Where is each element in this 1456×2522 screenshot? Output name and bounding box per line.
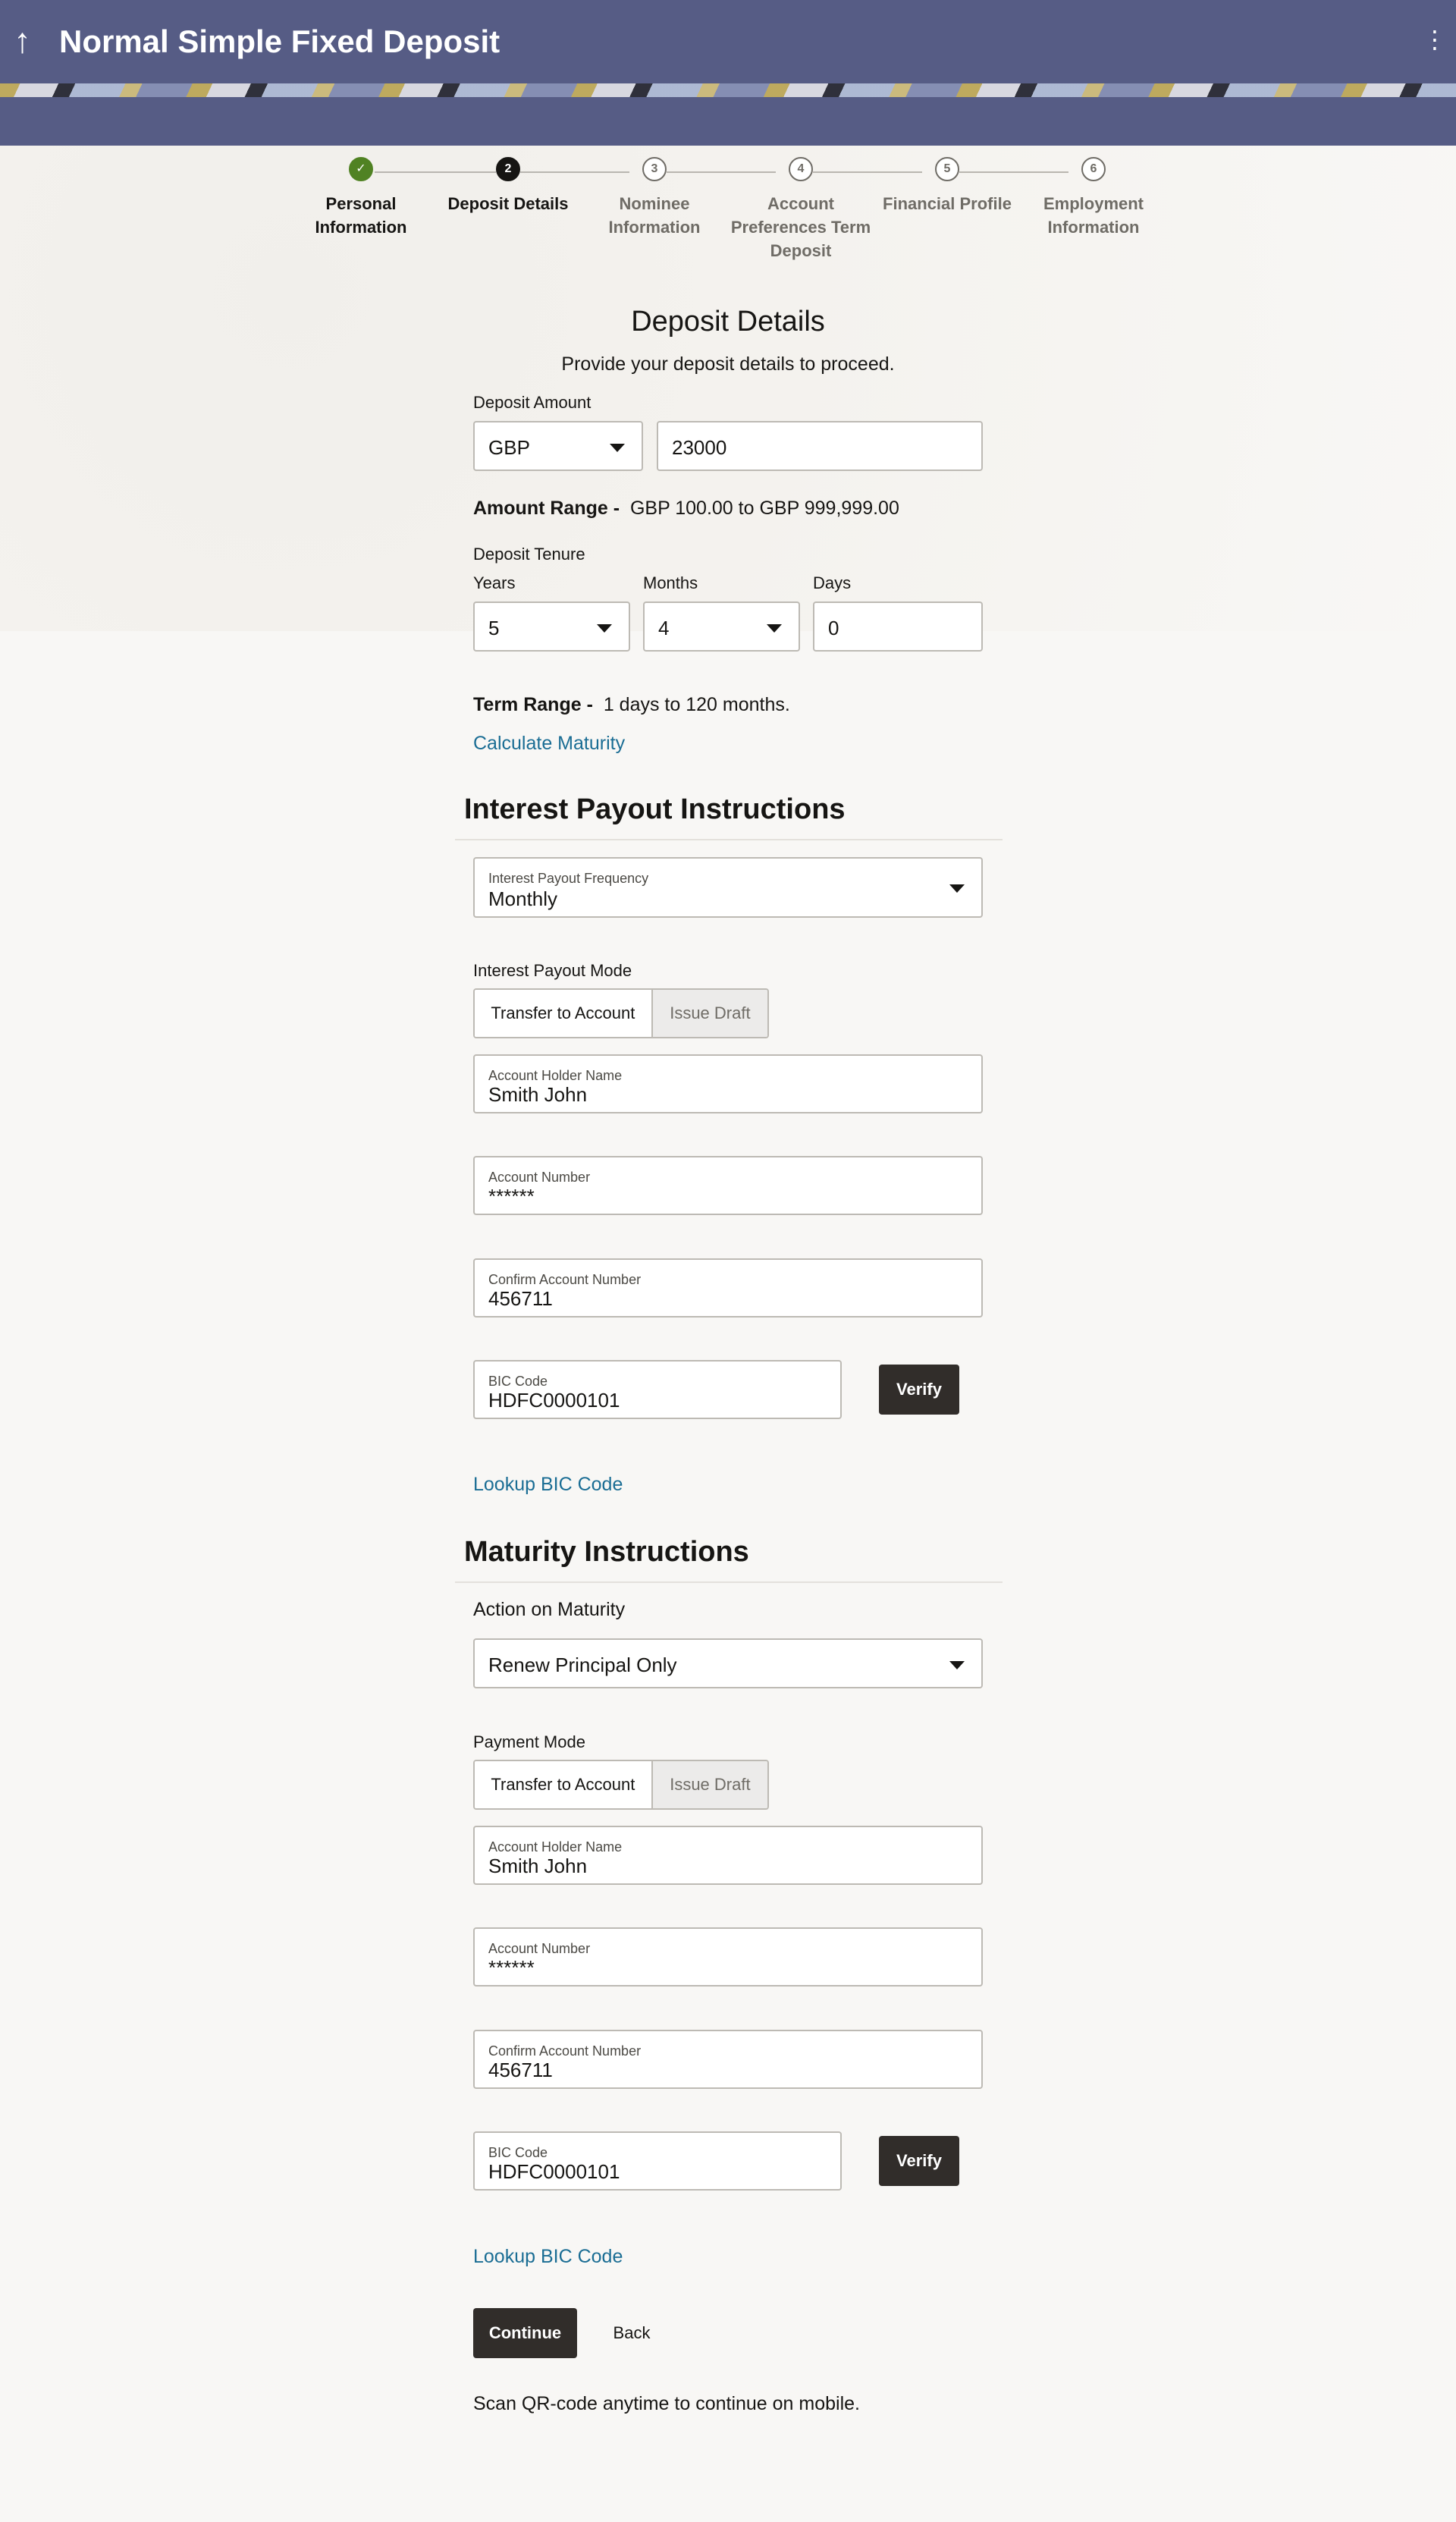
back-button[interactable]: Back bbox=[613, 2323, 651, 2342]
issue-draft-option[interactable]: Issue Draft bbox=[653, 990, 767, 1037]
months-label: Months bbox=[643, 573, 698, 592]
calculate-maturity-link[interactable]: Calculate Maturity bbox=[473, 733, 626, 754]
years-value: 5 bbox=[488, 617, 500, 639]
header-decorative-pattern bbox=[0, 83, 1456, 97]
field-value: 456711 bbox=[488, 2059, 553, 2081]
chevron-down-icon bbox=[610, 444, 625, 452]
transfer-to-account-option[interactable]: Transfer to Account bbox=[475, 990, 653, 1037]
action-on-maturity-select[interactable] bbox=[473, 1638, 983, 1688]
check-icon: ✓ bbox=[349, 157, 373, 181]
action-on-maturity-label: Action on Maturity bbox=[473, 1599, 626, 1620]
issue-draft-option[interactable]: Issue Draft bbox=[653, 1761, 767, 1808]
field-label: BIC Code bbox=[488, 1374, 548, 1389]
step-financial-profile[interactable] bbox=[871, 157, 1023, 215]
field-value: ****** bbox=[488, 1185, 535, 1208]
maturity-holder-name-field[interactable] bbox=[473, 1826, 983, 1885]
step-account-preferences[interactable] bbox=[725, 157, 877, 262]
header-title-row bbox=[0, 0, 1456, 83]
amount-value: 23000 bbox=[672, 436, 727, 459]
deposit-tenure-label: Deposit Tenure bbox=[473, 545, 585, 564]
amount-range bbox=[473, 498, 899, 520]
interest-mode-label: Interest Payout Mode bbox=[473, 961, 632, 980]
step-label: Account Preferences Term Deposit bbox=[730, 194, 871, 260]
payment-mode-label: Payment Mode bbox=[473, 1732, 585, 1751]
maturity-confirm-account-field[interactable] bbox=[473, 2030, 983, 2089]
chevron-down-icon bbox=[949, 1661, 965, 1669]
section-divider bbox=[455, 1581, 1003, 1583]
field-label: Account Holder Name bbox=[488, 1839, 623, 1855]
field-label: Account Number bbox=[488, 1170, 591, 1185]
field-value: Smith John bbox=[488, 1083, 588, 1106]
back-arrow-icon[interactable]: ↑ bbox=[14, 20, 31, 60]
maturity-verify-button[interactable]: Verify bbox=[879, 2136, 959, 2186]
step-nominee-information[interactable] bbox=[579, 157, 730, 239]
days-label: Days bbox=[813, 573, 852, 592]
step-label: Employment Information bbox=[1043, 194, 1144, 237]
interest-payout-heading: Interest Payout Instructions bbox=[464, 793, 846, 825]
field-label: Account Number bbox=[488, 1941, 591, 1956]
deposit-amount-label: Deposit Amount bbox=[473, 393, 592, 412]
months-value: 4 bbox=[658, 617, 670, 639]
section-divider bbox=[455, 839, 1003, 840]
interest-account-number-field[interactable] bbox=[473, 1156, 983, 1215]
field-label: BIC Code bbox=[488, 2145, 548, 2160]
interest-mode-toggle bbox=[473, 988, 769, 1038]
step-deposit-details[interactable] bbox=[432, 157, 584, 215]
transfer-to-account-option[interactable]: Transfer to Account bbox=[475, 1761, 653, 1808]
step-number: 3 bbox=[642, 157, 667, 181]
term-range bbox=[473, 694, 790, 716]
maturity-heading: Maturity Instructions bbox=[464, 1536, 749, 1568]
field-value: ****** bbox=[488, 1956, 535, 1979]
payment-mode-toggle bbox=[473, 1760, 769, 1810]
qr-code-note: Scan QR-code anytime to continue on mobile. bbox=[473, 2393, 860, 2414]
maturity-account-number-field[interactable] bbox=[473, 1927, 983, 1987]
years-label: Years bbox=[473, 573, 516, 592]
step-number: 2 bbox=[496, 157, 520, 181]
interest-confirm-account-field[interactable] bbox=[473, 1258, 983, 1318]
amount-range-label: Amount Range - bbox=[473, 498, 620, 519]
frequency-value: Monthly bbox=[488, 887, 558, 910]
amount-range-value: GBP 100.00 to GBP 999,999.00 bbox=[629, 498, 899, 519]
maturity-bic-code-field[interactable] bbox=[473, 2131, 842, 2191]
more-options-icon[interactable]: ⋮ bbox=[1423, 26, 1447, 53]
step-number: 6 bbox=[1081, 157, 1106, 181]
currency-value: GBP bbox=[488, 436, 530, 459]
interest-frequency-select[interactable] bbox=[473, 857, 983, 918]
app-header bbox=[0, 0, 1456, 146]
step-label: Deposit Details bbox=[447, 194, 569, 213]
months-select[interactable] bbox=[643, 601, 800, 652]
interest-verify-button[interactable]: Verify bbox=[879, 1365, 959, 1415]
field-label: Confirm Account Number bbox=[488, 2043, 642, 2059]
chevron-down-icon bbox=[949, 884, 965, 893]
page-title: Normal Simple Fixed Deposit bbox=[59, 24, 500, 59]
chevron-down-icon bbox=[767, 624, 782, 633]
step-personal-information[interactable] bbox=[285, 157, 437, 239]
field-label: Confirm Account Number bbox=[488, 1272, 642, 1287]
term-range-label: Term Range - bbox=[473, 694, 593, 715]
chevron-down-icon bbox=[597, 624, 612, 633]
years-select[interactable] bbox=[473, 601, 630, 652]
days-value: 0 bbox=[828, 617, 839, 639]
step-label: Nominee Information bbox=[608, 194, 701, 237]
currency-select[interactable] bbox=[473, 421, 643, 471]
field-label: Account Holder Name bbox=[488, 1068, 623, 1083]
step-label: Personal Information bbox=[315, 194, 407, 237]
interest-bic-code-field[interactable] bbox=[473, 1360, 842, 1419]
section-title: Deposit Details bbox=[631, 306, 825, 338]
days-input[interactable] bbox=[813, 601, 983, 652]
field-value: Smith John bbox=[488, 1855, 588, 1877]
step-number: 4 bbox=[789, 157, 813, 181]
frequency-label: Interest Payout Frequency bbox=[488, 871, 649, 886]
field-value: HDFC0000101 bbox=[488, 2160, 620, 2183]
field-value: HDFC0000101 bbox=[488, 1389, 620, 1412]
interest-lookup-bic-link[interactable]: Lookup BIC Code bbox=[473, 1474, 623, 1495]
field-value: 456711 bbox=[488, 1287, 553, 1310]
deposit-amount-input[interactable] bbox=[657, 421, 983, 471]
step-number: 5 bbox=[935, 157, 959, 181]
action-value: Renew Principal Only bbox=[488, 1654, 677, 1676]
step-label: Financial Profile bbox=[883, 194, 1012, 213]
continue-button[interactable]: Continue bbox=[473, 2308, 577, 2358]
maturity-lookup-bic-link[interactable]: Lookup BIC Code bbox=[473, 2246, 623, 2267]
interest-holder-name-field[interactable] bbox=[473, 1054, 983, 1113]
section-subtitle: Provide your deposit details to proceed. bbox=[561, 353, 895, 375]
step-employment-information[interactable] bbox=[1018, 157, 1169, 239]
term-range-value: 1 days to 120 months. bbox=[603, 694, 790, 715]
